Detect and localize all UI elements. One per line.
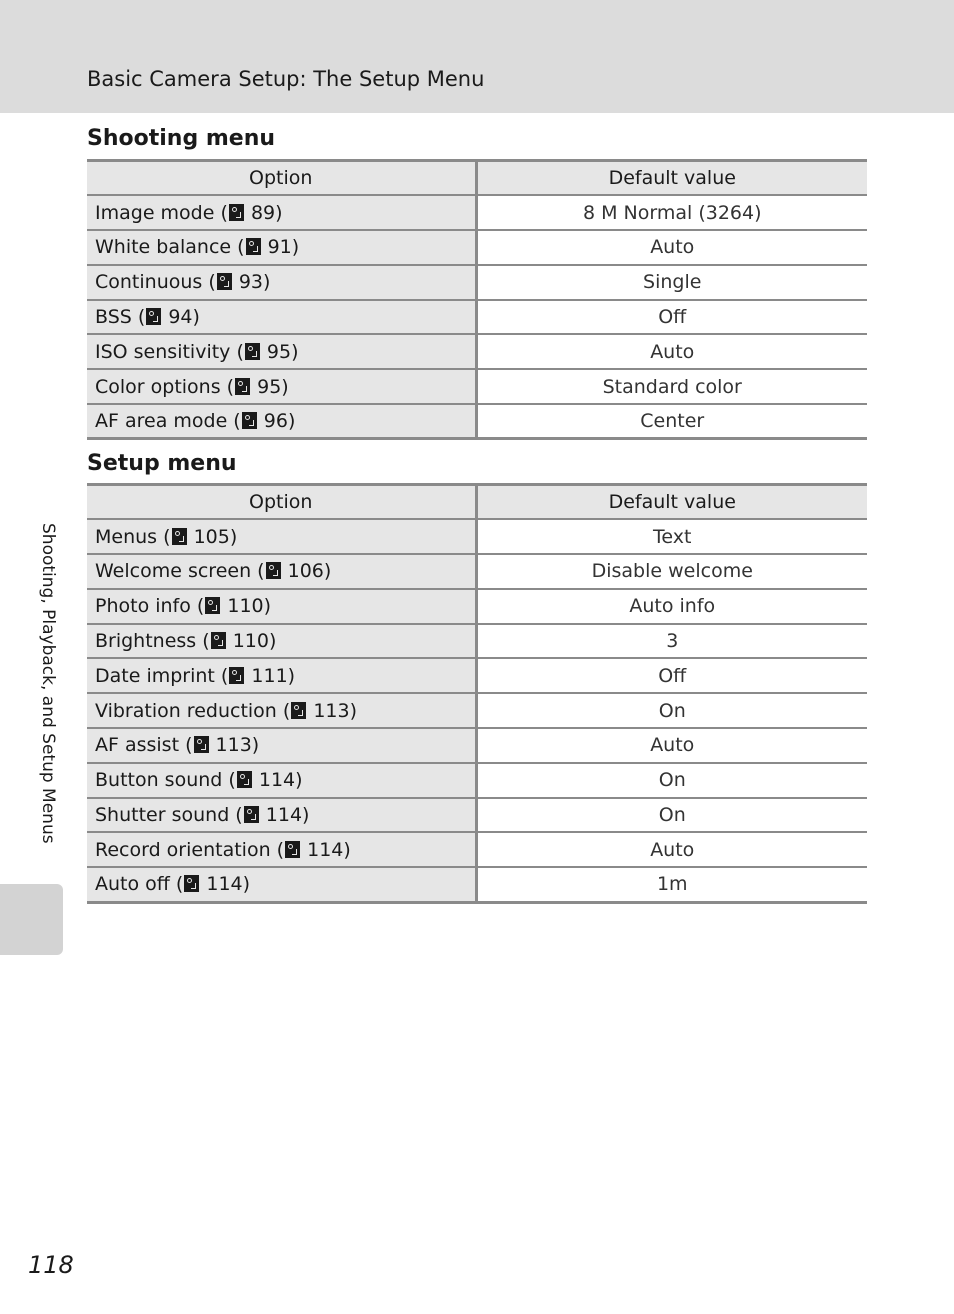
default-value-cell: On — [476, 763, 867, 798]
page-reference-icon — [172, 528, 187, 545]
page-reference-icon — [246, 238, 261, 255]
default-value-cell: Auto — [476, 230, 867, 265]
table-row — [87, 519, 867, 554]
option-name: Color options ( — [95, 375, 235, 398]
setup-menu-rows — [87, 519, 867, 902]
option-name: Continuous ( — [95, 271, 216, 294]
page-reference-icon — [237, 771, 252, 788]
option-column-header: Option — [87, 485, 476, 520]
page-reference: 113) — [313, 699, 358, 722]
default-value-cell: Center — [476, 404, 867, 439]
default-value-cell: Off — [476, 658, 867, 693]
option-name: Brightness ( — [95, 630, 210, 653]
page-reference-icon — [229, 204, 244, 221]
table-row — [87, 763, 867, 798]
option-cell — [87, 519, 476, 554]
default-value-cell: Single — [476, 265, 867, 300]
default-value-column-header: Default value — [476, 161, 867, 196]
option-cell — [87, 589, 476, 624]
option-cell — [87, 624, 476, 659]
page-reference: 114) — [265, 804, 310, 827]
table-row — [87, 265, 867, 300]
table-row — [87, 195, 867, 230]
default-value-cell: 8 M Normal (3264) — [476, 195, 867, 230]
default-value-column-header: Default value — [476, 485, 867, 520]
setup-menu-title: Setup menu — [87, 451, 237, 476]
setup-menu-table — [87, 483, 867, 904]
option-cell — [87, 230, 476, 265]
page-reference: 114) — [307, 838, 351, 861]
default-value-cell: On — [476, 798, 867, 833]
table-row — [87, 728, 867, 763]
table-row — [87, 832, 867, 867]
page-reference-icon — [245, 343, 260, 360]
option-name: AF assist ( — [95, 734, 193, 757]
page-reference-icon — [217, 273, 232, 290]
page-reference-icon — [205, 597, 220, 614]
page-reference: 114) — [258, 769, 303, 792]
table-header-row — [87, 485, 867, 520]
default-value-cell: Auto — [476, 334, 867, 369]
header-band — [0, 0, 954, 113]
table-row — [87, 554, 867, 589]
option-column-header: Option — [87, 161, 476, 196]
default-value-cell: Disable welcome — [476, 554, 867, 589]
page-reference-icon — [184, 875, 199, 892]
table-row — [87, 867, 867, 902]
table-row — [87, 404, 867, 439]
page-reference: 91) — [267, 236, 300, 259]
side-tab-marker — [0, 884, 63, 955]
table-row — [87, 230, 867, 265]
page-reference: 89) — [250, 201, 283, 224]
option-cell — [87, 798, 476, 833]
option-cell — [87, 728, 476, 763]
page-reference: 105) — [193, 525, 238, 548]
page-reference-icon — [211, 632, 226, 649]
page-reference: 94) — [168, 306, 200, 329]
page-reference: 111) — [251, 664, 296, 687]
page-number: 118 — [28, 1251, 74, 1279]
default-value-cell: Text — [476, 519, 867, 554]
option-cell — [87, 867, 476, 902]
option-name: Image mode ( — [95, 201, 228, 224]
page-reference: 96) — [263, 410, 296, 433]
default-value-cell: Auto — [476, 728, 867, 763]
default-value-cell: 1m — [476, 867, 867, 902]
table-row — [87, 693, 867, 728]
option-cell — [87, 693, 476, 728]
option-cell — [87, 763, 476, 798]
page-reference: 93) — [238, 271, 271, 294]
option-cell — [87, 334, 476, 369]
table-header-row — [87, 161, 867, 196]
table-row — [87, 624, 867, 659]
page-reference: 114) — [206, 873, 251, 896]
page-reference: 95) — [257, 375, 289, 398]
shooting-menu-title: Shooting menu — [87, 126, 276, 151]
page-reference-icon — [194, 736, 209, 753]
option-cell — [87, 265, 476, 300]
page-reference: 110) — [227, 595, 272, 618]
page-header-title: Basic Camera Setup: The Setup Menu — [87, 67, 485, 91]
page-reference: 106) — [287, 560, 332, 583]
option-name: Photo info ( — [95, 595, 205, 618]
default-value-cell: Auto info — [476, 589, 867, 624]
default-value-cell: Auto — [476, 832, 867, 867]
shooting-menu-rows — [87, 195, 867, 439]
option-cell — [87, 554, 476, 589]
option-cell — [87, 300, 476, 335]
default-value-cell: Off — [476, 300, 867, 335]
page-reference-icon — [229, 667, 244, 684]
option-name: White balance ( — [95, 236, 245, 259]
table-row — [87, 369, 867, 404]
option-name: ISO sensitivity ( — [95, 340, 244, 363]
option-name: BSS ( — [95, 306, 146, 329]
page-reference-icon — [146, 308, 161, 325]
option-name: Record orientation ( — [95, 838, 285, 861]
option-name: Shutter sound ( — [95, 804, 243, 827]
table-row — [87, 300, 867, 335]
page-reference-icon — [235, 378, 250, 395]
default-value-cell: On — [476, 693, 867, 728]
page-reference: 95) — [266, 340, 299, 363]
default-value-cell: 3 — [476, 624, 867, 659]
option-cell — [87, 404, 476, 439]
option-name: Button sound ( — [95, 769, 236, 792]
table-row — [87, 658, 867, 693]
page-reference-icon — [244, 806, 259, 823]
option-name: Welcome screen ( — [95, 560, 265, 583]
side-tab-label: Shooting, Playback, and Setup Menus — [38, 523, 58, 844]
page-reference-icon — [242, 412, 257, 429]
default-value-cell: Standard color — [476, 369, 867, 404]
option-name: Vibration reduction ( — [95, 699, 291, 722]
option-cell — [87, 832, 476, 867]
table-row — [87, 798, 867, 833]
option-name: Menus ( — [95, 525, 171, 548]
option-cell — [87, 369, 476, 404]
shooting-menu-table — [87, 159, 867, 440]
option-cell — [87, 195, 476, 230]
page-reference-icon — [285, 841, 300, 858]
option-name: Auto off ( — [95, 873, 184, 896]
option-name: AF area mode ( — [95, 410, 241, 433]
table-row — [87, 334, 867, 369]
page-reference-icon — [266, 562, 281, 579]
page-reference: 113) — [215, 734, 260, 757]
option-cell — [87, 658, 476, 693]
option-name: Date imprint ( — [95, 664, 229, 687]
page-reference: 110) — [232, 630, 277, 653]
page-reference-icon — [291, 702, 306, 719]
table-row — [87, 589, 867, 624]
